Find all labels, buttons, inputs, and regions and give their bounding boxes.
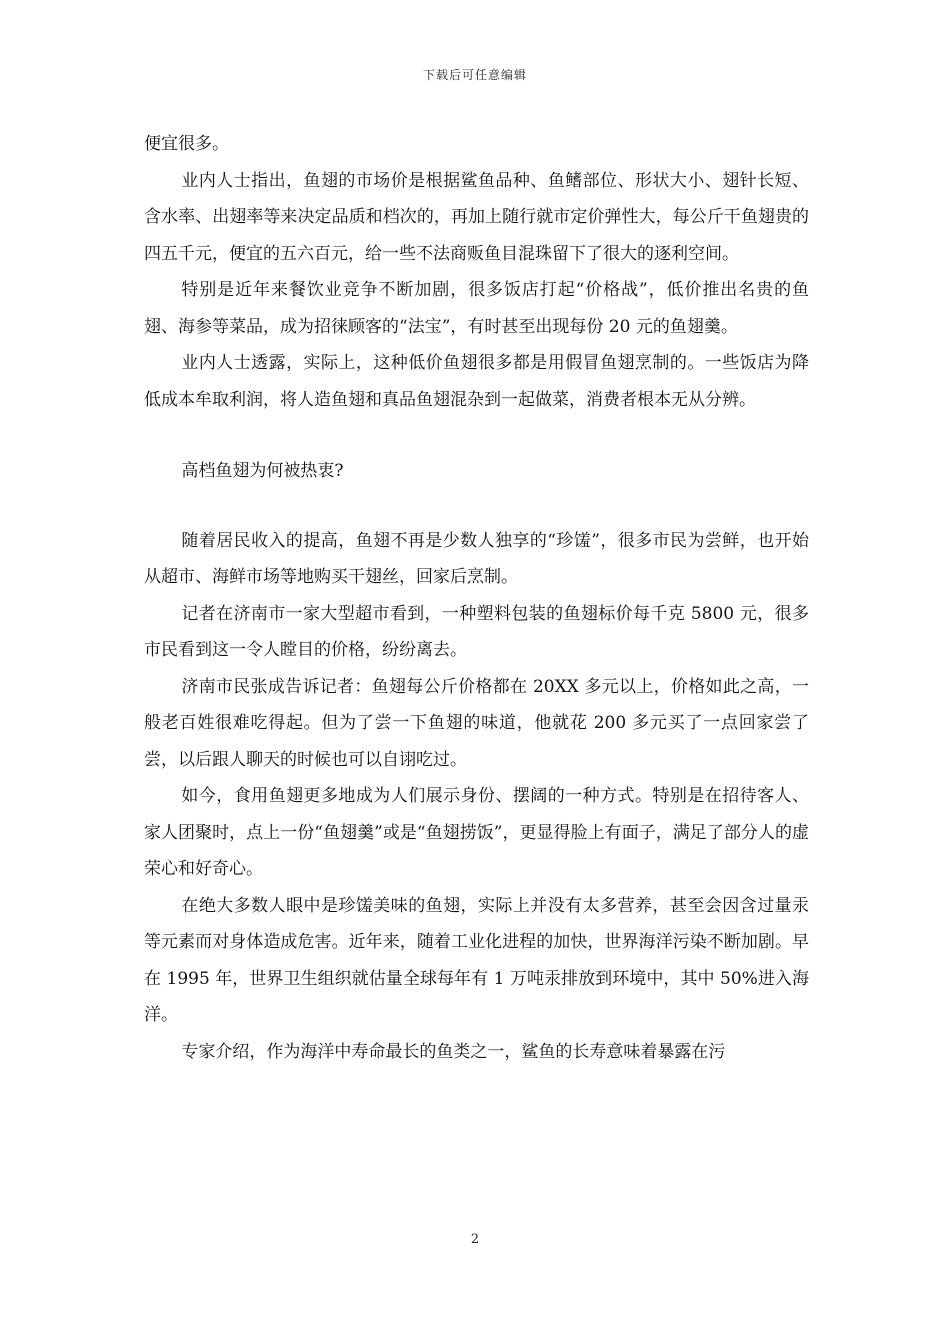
paragraph-citizen-quote: 济南市民张成告诉记者：鱼翅每公斤价格都在 20XX 多元以上，价格如此之高，一般老百姓很难吃得起。但为了尝一下鱼翅的味道，他就花 200 多元买了一点回家尝了尝，以后跟人聊天的时候也可以自诩吃过。	[144, 676, 809, 770]
paragraph-continuation: 便宜很多。	[144, 134, 229, 154]
paragraph-fake-shark-fin: 业内人士透露，实际上，这种低价鱼翅很多都是用假冒鱼翅烹制的。一些饭店为降低成本牟取利润，将人造鱼翅和真品鱼翅混杂到一起做菜，消费者根本无从分辨。	[144, 353, 809, 410]
paragraph-market-price: 业内人士指出，鱼翅的市场价是根据鲨鱼品种、鱼鳍部位、形状大小、翅针长短、含水率、出翅率等来决定品质和档次的，再加上随行就市定价弹性大，每公斤干鱼翅贵的四五千元，便宜的五六百元，给一些不法商贩鱼目混珠留下了很大的逐利空间。	[144, 170, 809, 264]
section-heading: 高档鱼翅为何被热衷?	[181, 461, 344, 481]
paragraph-expert-intro: 专家介绍，作为海洋中寿命最长的鱼类之一，鲨鱼的长寿意味着暴露在污	[181, 1041, 726, 1062]
paragraph-price-war: 特别是近年来餐饮业竞争不断加剧，很多饭店打起“价格战”，低价推出名贵的鱼翅、海参等菜品，成为招徕顾客的“法宝”，有时甚至出现每份 20 元的鱼翅羹。	[144, 280, 809, 337]
page-number: 2	[470, 1232, 480, 1247]
page-header: 下载后可任意编辑	[422, 68, 527, 82]
paragraph-mercury-pollution: 在绝大多数人眼中是珍馐美味的鱼翅，实际上并没有太多营养，甚至会因含过量汞等元素而对身体造成危害。近年来，随着工业化进程的加快，世界海洋污染不断加剧。早在 1995 年，世界卫生组织就估量全球每年有 1 万吨汞排放到环境中，其中 50%进入海洋。	[144, 895, 809, 1025]
paragraph-supermarket-price: 记者在济南市一家大型超市看到，一种塑料包装的鱼翅标价每千克 5800 元，很多市民看到这一令人瞠目的价格，纷纷离去。	[144, 603, 809, 660]
paragraph-status-symbol: 如今，食用鱼翅更多地成为人们展示身份、摆阔的一种方式。特别是在招待客人、家人团聚时，点上一份“鱼翅羹”或是“鱼翅捞饭”，更显得脸上有面子，满足了部分人的虚荣心和好奇心。	[144, 786, 809, 879]
paragraph-income-rise: 随着居民收入的提高，鱼翅不再是少数人独享的“珍馐”，很多市民为尝鲜，也开始从超市、海鲜市场等地购买干翅丝，回家后烹制。	[144, 530, 809, 587]
document-body	[144, 126, 809, 1070]
